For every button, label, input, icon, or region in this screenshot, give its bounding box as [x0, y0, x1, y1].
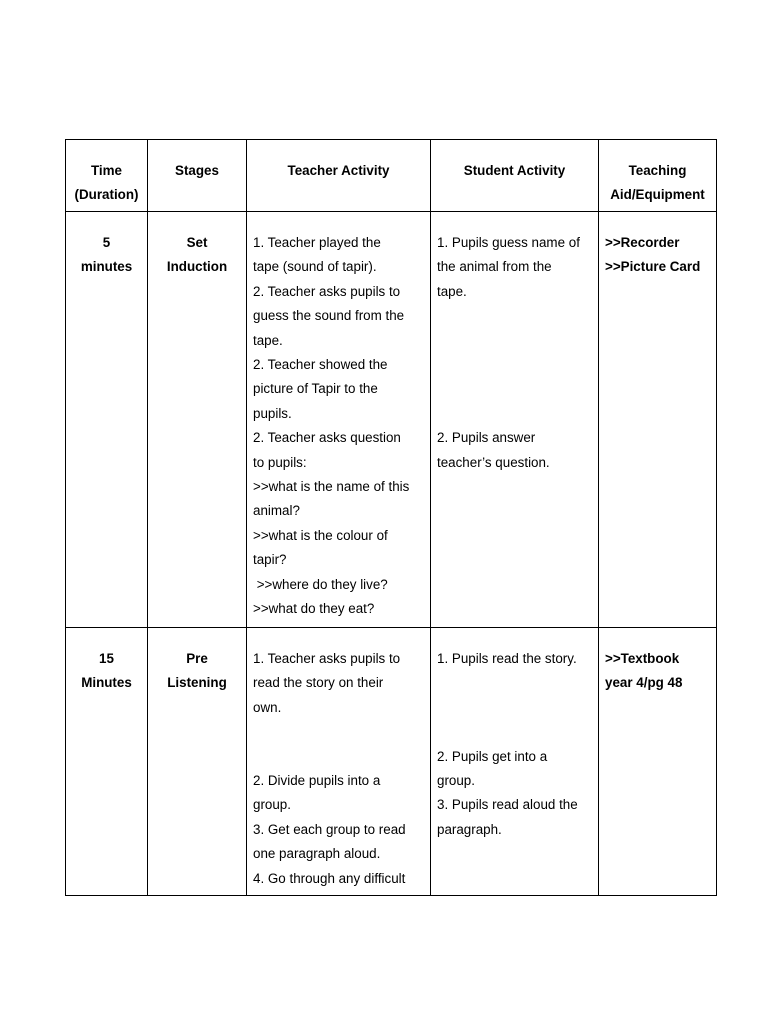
table-row: [66, 212, 717, 628]
stage-cell: Set Induction: [148, 212, 247, 628]
header-teaching-aid: Teaching Aid/Equipment: [599, 140, 717, 212]
table-row: [66, 628, 717, 896]
teacher-activity-cell: 1. Teacher played the tape (sound of tapir). 2. Teacher asks pupils to guess the sound from the tape. 2. Teacher showed the picture of Tapir to the pupils. 2. Teacher asks question to pupils: >>what is the name of this animal? >>what is the colour of tapir? >>where do they live? >>what do they eat?: [247, 212, 431, 628]
time-cell: 5 minutes: [66, 212, 148, 628]
table-header-row: [66, 140, 717, 212]
header-student-activity: Student Activity: [431, 140, 599, 212]
lesson-plan-table: [65, 139, 717, 896]
student-activity-cell: 1. Pupils guess name of the animal from the tape. 2. Pupils answer teacher’s question.: [431, 212, 599, 628]
student-activity-cell: 1. Pupils read the story. 2. Pupils get into a group. 3. Pupils read aloud the paragraph.: [431, 628, 599, 896]
header-time: Time (Duration): [66, 140, 148, 212]
stage-cell: Pre Listening: [148, 628, 247, 896]
teaching-aid-cell: >>Textbook year 4/pg 48: [599, 628, 717, 896]
teaching-aid-cell: >>Recorder >>Picture Card: [599, 212, 717, 628]
teacher-activity-cell: 1. Teacher asks pupils to read the story on their own. 2. Divide pupils into a group. 3. Get each group to read one paragraph aloud. 4. Go through any difficult: [247, 628, 431, 896]
header-teacher-activity: Teacher Activity: [247, 140, 431, 212]
header-stages: Stages: [148, 140, 247, 212]
time-cell: 15 Minutes: [66, 628, 148, 896]
